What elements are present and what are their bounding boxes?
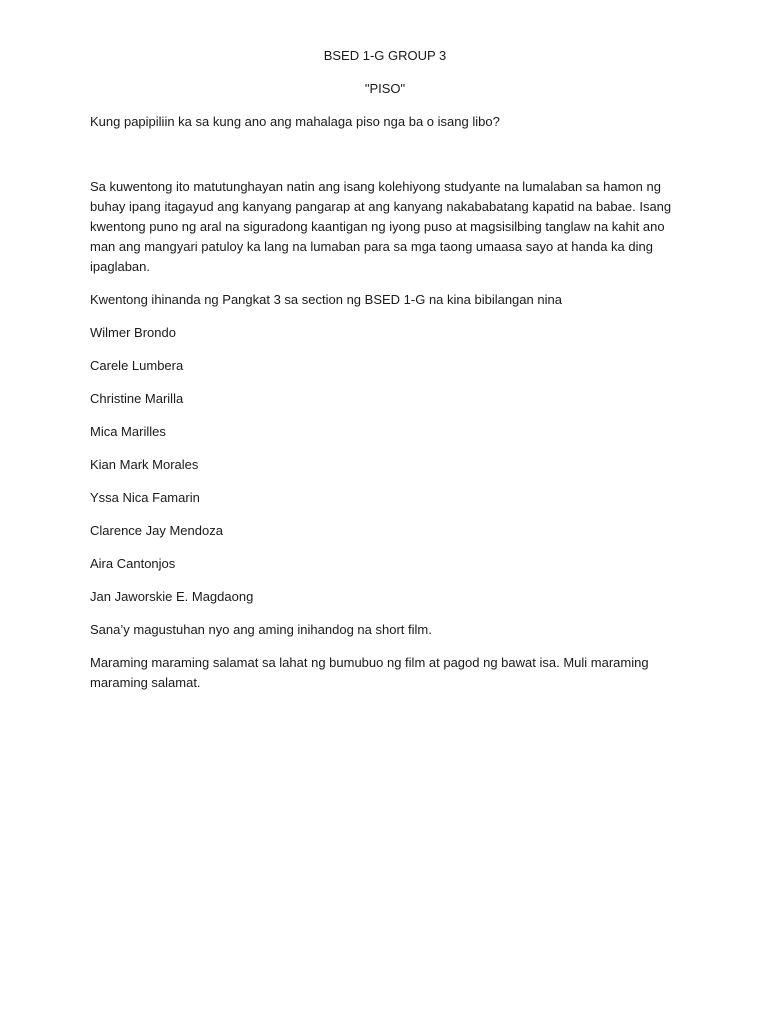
closing-paragraph: Sana’y magustuhan nyo ang aming inihandog na short film. — [90, 622, 432, 637]
member-name: Carele Lumbera — [90, 358, 184, 373]
member-name: Aira Cantonjos — [90, 556, 176, 571]
document-subtitle: "PISO" — [364, 81, 406, 96]
member-name: Jan Jaworskie E. Magdaong — [90, 589, 254, 604]
thanks-paragraph: Maraming maraming salamat sa lahat ng bumubuo ng film at pagod ng bawat isa. Muli maraming maraming salamat. — [90, 655, 649, 690]
member-name: Yssa Nica Famarin — [90, 490, 200, 505]
member-name: Christine Marilla — [90, 391, 184, 406]
document-body — [90, 46, 680, 706]
question-paragraph: Kung papipiliin ka sa kung ano ang mahalaga piso nga ba o isang libo? — [90, 114, 500, 129]
document-title: BSED 1-G GROUP 3 — [323, 48, 447, 63]
member-name: Mica Marilles — [90, 424, 166, 439]
summary-paragraph: Sa kuwentong ito matutunghayan natin ang isang kolehiyong studyante na lumalaban sa hamon ng buhay ipang itagayud ang kanyang pangarap at ang kanyang nakababatang kapatid na babae. Isang kwentong puno ng aral na siguradong kaantigan ng iyong puso at magsisilbing tanglaw na kahit ano man ang mangyari patuloy ka lang na lumaban para sa mga taong umaasa sayo at handa ka ding ipaglaban. — [90, 179, 672, 274]
member-list — [90, 323, 680, 607]
intro-paragraph: Kwentong ihinanda ng Pangkat 3 sa section ng BSED 1-G na kina bibilangan nina — [90, 292, 562, 307]
member-name: Clarence Jay Mendoza — [90, 523, 223, 538]
member-name: Wilmer Brondo — [90, 325, 176, 340]
member-name: Kian Mark Morales — [90, 457, 199, 472]
